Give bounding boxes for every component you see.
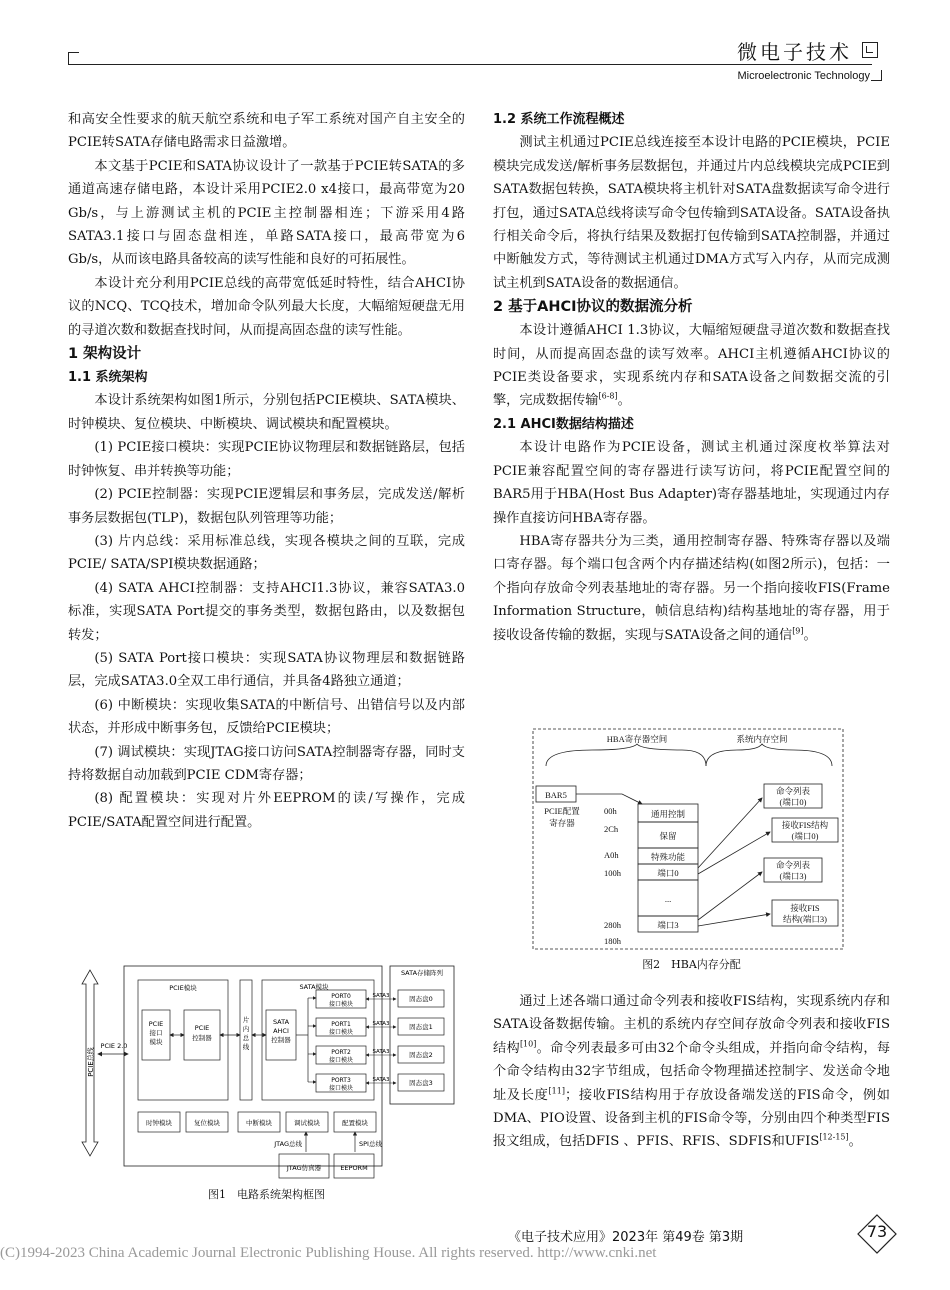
svg-text:PCIE: PCIE <box>194 1024 210 1032</box>
svg-text:00h: 00h <box>604 806 617 816</box>
figure-1-external-devices <box>278 1152 408 1180</box>
section-heading: 2 基于AHCI协议的数据流分析 <box>493 299 693 316</box>
svg-text:EEPORM: EEPORM <box>340 1164 368 1172</box>
figure-1-caption: 图1 电路系统架构框图 <box>208 1188 325 1201</box>
svg-text:PORT3: PORT3 <box>331 1077 351 1084</box>
svg-text:接口模块: 接口模块 <box>328 1057 354 1064</box>
svg-text:接口: 接口 <box>149 1029 163 1037</box>
figure-1-architecture-diagram <box>80 962 458 1168</box>
pcie-module-label: PCIE模块 <box>169 984 197 992</box>
paragraph: 通过上述各端口通过命令列表和接收FIS结构，实现系统内存和SATA设备数据传输。主机的系统内存空间存放命令列表和接收FIS结构[10]。命令列表最多可由32个命令头组成，并指向命令结构，每个命令结构由32字节组成，包括命令物理描述控制字、发送命令地址及长度[11]；接收FIS结构用于存放设备端发送的FIS命令，例如DMA、PIO设置、设备到主机的FIS命令等，分别由四个种类型FIS报文组成，包括DFIS 、PFIS、RFIS、SDFIS和UFIS[12-15]。 <box>493 994 891 1150</box>
right-column-lower <box>493 990 890 1154</box>
header-rule <box>68 64 872 65</box>
pcie-bus-arrow <box>82 970 98 1156</box>
bottom-modules <box>138 1112 376 1132</box>
svg-text:接口模块: 接口模块 <box>328 1029 354 1036</box>
svg-text:180h: 180h <box>604 936 621 946</box>
svg-text:SATA3: SATA3 <box>372 1077 390 1083</box>
svg-text:内: 内 <box>242 1025 250 1033</box>
svg-text:配置模块: 配置模块 <box>342 1119 368 1127</box>
svg-text:BAR5: BAR5 <box>545 790 567 800</box>
svg-text:复位模块: 复位模块 <box>194 1119 220 1127</box>
svg-text:保留: 保留 <box>659 831 677 841</box>
svg-text:控制器: 控制器 <box>271 1036 291 1044</box>
port-1 <box>308 1018 366 1036</box>
svg-text:SATA3: SATA3 <box>372 1049 390 1055</box>
svg-text:端口3: 端口3 <box>657 920 679 930</box>
paragraph: 和高安全性要求的航天航空系统和电子军工系统对国产自主安全的PCIE转SATA存储电路需求日益激增。 <box>68 112 465 151</box>
subsection-heading: 1.2 系统工作流程概述 <box>493 112 625 127</box>
pcie20-label: PCIE 2.0 <box>100 1042 128 1050</box>
paragraph: 本文基于PCIE和SATA协议设计了一款基于PCIE转SATA的多通道高速存储电路，本设计采用PCIE2.0 x4接口，最高带宽为20 Gb/s，与上游测试主机的PCIE主控制器相连；下游采用4路SATA3.1接口与固态盘相连，单路SATA接口，最高带宽为6 Gb/s，从而该电路具备较高的读写性能和良好的可拓展性。 <box>68 158 465 268</box>
list-item: (4) SATA AHCI控制器：支持AHCI1.3协议，兼容SATA3.0标准，实现SATA Port提交的事务类型，数据包路由，以及数据包转发； <box>68 580 465 643</box>
paragraph: 本设计电路作为PCIE设备，测试主机通过深度枚举算法对PCIE兼容配置空间的寄存器进行读写访问，将PCIE配置空间的BAR5用于HBA(Host Bus Adapter)寄存器基地址，实现通过内存操作直接访问HBA寄存器。 <box>493 440 890 526</box>
list-item: (3) 片内总线：采用标准总线，实现各模块之间的互联，完成PCIE/ SATA/SPI模块数据通路； <box>68 533 465 573</box>
svg-text:固态盘1: 固态盘1 <box>409 1023 433 1031</box>
svg-text:PORT2: PORT2 <box>331 1049 351 1056</box>
citation: [10] <box>519 1039 537 1049</box>
paragraph: HBA寄存器共分为三类，通用控制寄存器、特殊寄存器以及端口寄存器。每个端口包含两个内存描述结构(如图2所示)，包括：一个指向存放命令列表基地址的寄存器。另一个指向接收FIS(Frame Information Structure，帧信息结构)结构基地址的寄存器，用于接收设备传输的数据，实现与SATA设备之间的通信[9]。 <box>493 533 890 643</box>
svg-text:SATA: SATA <box>272 1018 290 1026</box>
svg-text:调试模块: 调试模块 <box>294 1119 320 1127</box>
port-0 <box>308 990 366 1008</box>
list-item: (7) 调试模块：实现JTAG接口访问SATA控制器寄存器，同时支持将数据自动加载到PCIE CDM寄存器； <box>68 744 465 783</box>
svg-text:100h: 100h <box>604 868 621 878</box>
sys-mem-label: 系统内存空间 <box>736 734 788 744</box>
section-heading: 1 架构设计 <box>68 346 142 363</box>
paragraph: 本设计系统架构如图1所示，分别包括PCIE模块、SATA模块、时钟模块、复位模块、中断模块、调试模块和配置模块。 <box>68 393 465 432</box>
sata-module-label: SATA模块 <box>299 983 329 991</box>
journal-section-subtitle: Microelectronic Technology <box>737 70 870 82</box>
svg-text:通用控制: 通用控制 <box>650 809 686 819</box>
svg-text:总: 总 <box>242 1034 250 1042</box>
pcie-bus-label: PCIE总线 <box>87 1047 95 1077</box>
svg-text:端口0: 端口0 <box>657 868 679 878</box>
figure-2-hba-memory-diagram <box>532 728 844 950</box>
jtag-bus-label: JTAG总线 <box>274 1140 302 1148</box>
copyright-notice: (C)1994-2023 China Academic Journal Electronic Publishing House. All rights reserved. http://www.cnki.net <box>0 1245 657 1261</box>
sata-links <box>366 993 396 1083</box>
list-item: (2) PCIE控制器：实现PCIE逻辑层和事务层，完成发送/解析事务层数据包(TLP)，数据包队列管理等功能； <box>68 487 465 526</box>
svg-text:接口模块: 接口模块 <box>328 1001 354 1008</box>
svg-text:命令列表: 命令列表 <box>775 786 811 796</box>
svg-text:2Ch: 2Ch <box>604 824 619 834</box>
svg-text:A0h: A0h <box>604 850 619 860</box>
svg-text:控制器: 控制器 <box>192 1034 212 1042</box>
svg-text:线: 线 <box>242 1043 250 1051</box>
citation: [9] <box>792 626 804 636</box>
svg-text:PORT1: PORT1 <box>331 1021 351 1028</box>
svg-text:280h: 280h <box>604 920 621 930</box>
svg-text:...: ... <box>664 894 672 904</box>
sata-array-title: SATA存储阵列 <box>400 969 444 977</box>
subsection-heading: 1.1 系统架构 <box>68 370 148 386</box>
citation: [12-15] <box>819 1133 849 1143</box>
svg-text:接收FIS结构: 接收FIS结构 <box>781 820 829 830</box>
citation: [6-8] <box>598 392 618 402</box>
list-item: (6) 中断模块：实现收集SATA的中断信号、出错信号以及内部状态，并形成中断事务包，反馈给PCIE模块； <box>68 697 465 737</box>
subsection-heading: 2.1 AHCI数据结构描述 <box>493 416 634 432</box>
paragraph: 测试主机通过PCIE总线连接至本设计电路的PCIE模块，PCIE模块完成发送/解析事务层数据包，并通过片内总线模块完成PCIE到SATA数据包转换，SATA模块将主机针对SATA盘数据读写命令进行打包，通过SATA总线将读写命令包传输到SATA设备。SATA设备执行相关命令后，将执行结果及数据打包传输到SATA控制器，并通过中断触发方式，等待测试主机通过DMA方式写入内存，从而完成测试主机到SATA设备的数据通信。 <box>493 135 890 291</box>
spi-bus-label: SPI总线 <box>359 1140 382 1148</box>
svg-text:固态盘0: 固态盘0 <box>409 995 433 1003</box>
svg-text:模块: 模块 <box>149 1038 163 1046</box>
header-corner-tick <box>871 70 882 81</box>
journal-citation: 《电子技术应用》2023年 第49卷 第3期 <box>508 1230 744 1245</box>
list-item: (8) 配置模块：实现对片外EEPROM的读/写操作，完成PCIE/SATA配置空间进行配置。 <box>68 791 465 830</box>
svg-text:接口模块: 接口模块 <box>328 1085 354 1092</box>
svg-text:PCIE配置: PCIE配置 <box>544 806 580 816</box>
svg-text:SATA3: SATA3 <box>372 993 390 999</box>
svg-text:固态盘2: 固态盘2 <box>409 1051 433 1059</box>
svg-text:结构(端口3): 结构(端口3) <box>783 914 827 924</box>
svg-text:AHCI: AHCI <box>273 1027 289 1035</box>
citation: [11] <box>548 1086 565 1096</box>
svg-text:(端口0): (端口0) <box>791 831 819 841</box>
svg-text:PCIE: PCIE <box>148 1020 164 1028</box>
port-3 <box>308 1074 366 1092</box>
svg-text:接收FIS: 接收FIS <box>790 903 820 913</box>
svg-text:特殊功能: 特殊功能 <box>650 852 686 862</box>
svg-text:固态盘3: 固态盘3 <box>409 1079 433 1087</box>
svg-text:SATA3: SATA3 <box>372 1021 390 1027</box>
paragraph: 本设计充分利用PCIE总线的高带宽低延时特性，结合AHCI协议的NCQ、TCQ技术，增加命令队列最大长度，大幅缩短硬盘无用的寻道次数和数据查找时间，从而提高固态盘的读写性能。 <box>68 275 465 338</box>
left-column <box>68 108 465 834</box>
svg-text:(端口3): (端口3) <box>779 871 807 881</box>
section-logo-icon <box>862 42 878 58</box>
svg-text:PORT0: PORT0 <box>331 993 351 1000</box>
right-column <box>493 108 890 647</box>
sys-brace <box>706 744 832 766</box>
svg-text:片: 片 <box>242 1016 250 1024</box>
paragraph: 本设计遵循AHCI 1.3协议，大幅缩短硬盘寻道次数和数据查找时间，从而提高固态盘的读写效率。AHCI主机遵循AHCI协议的PCIE类设备要求，实现系统内存和SATA设备之间数据交流的引擎，完成数据传输[6-8]。 <box>493 323 890 409</box>
svg-text:寄存器: 寄存器 <box>549 818 575 828</box>
svg-text:(端口0): (端口0) <box>779 797 807 807</box>
list-item: (1) PCIE接口模块：实现PCIE协议物理层和数据链路层，包括时钟恢复、串并转换等功能； <box>68 440 465 479</box>
svg-text:命令列表: 命令列表 <box>775 860 811 870</box>
journal-section-title: 微电子技术 <box>737 40 852 64</box>
hba-space-label: HBA寄存器空间 <box>606 734 668 744</box>
svg-text:JTAG仿真器: JTAG仿真器 <box>286 1164 322 1172</box>
svg-text:中断模块: 中断模块 <box>246 1119 272 1127</box>
figure-2-caption: 图2 HBA内存分配 <box>642 958 741 971</box>
page-number: 73 <box>866 1222 888 1241</box>
hba-brace <box>546 744 706 766</box>
list-item: (5) SATA Port接口模块：实现SATA协议物理层和数据链路层，完成SATA3.0全双工串行通信，并具备4路独立通道； <box>68 650 465 690</box>
svg-text:时钟模块: 时钟模块 <box>146 1119 172 1127</box>
port-2 <box>308 1046 366 1064</box>
